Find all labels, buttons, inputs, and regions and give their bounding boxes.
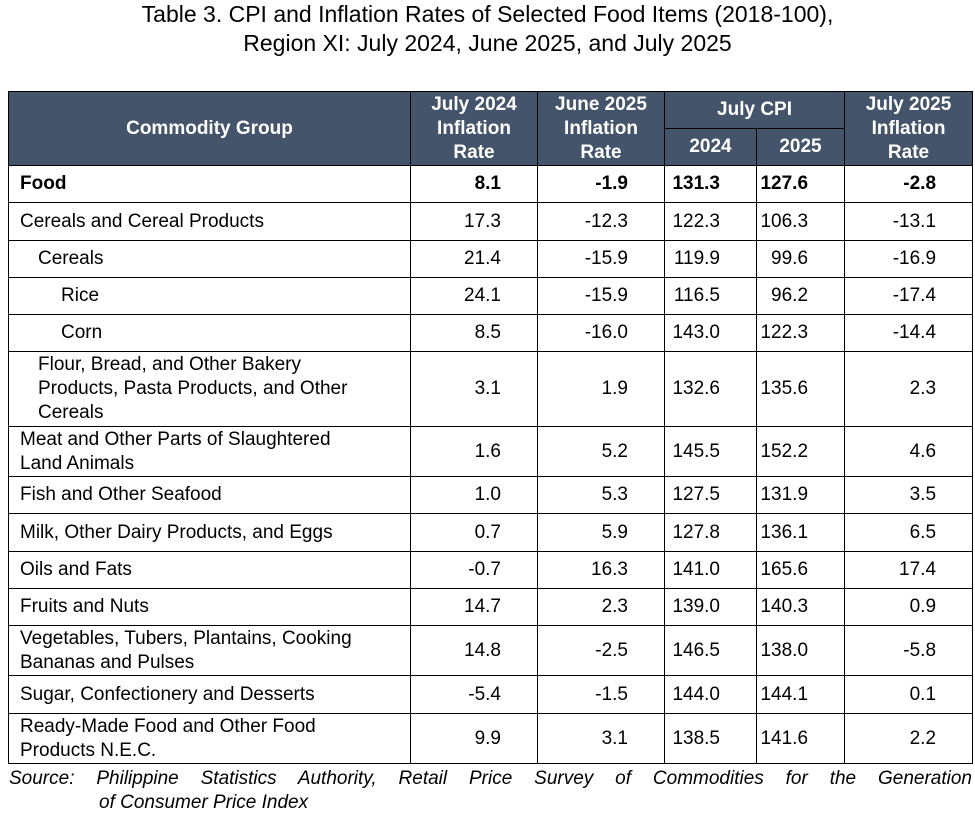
jun-2025-rate-cell: 16.3 xyxy=(538,552,665,589)
cpi-2024-cell: 122.3 xyxy=(665,203,757,241)
header-line: July 2025 xyxy=(865,93,952,115)
table-row xyxy=(9,166,973,203)
cpi-2024-cell: 132.6 xyxy=(665,352,757,427)
commodity-label-line: Bananas and Pulses xyxy=(20,651,195,673)
cpi-2025-cell: 122.3 xyxy=(757,315,845,352)
commodity-label-line: Milk, Other Dairy Products, and Eggs xyxy=(20,521,333,543)
commodity-cell xyxy=(9,203,411,241)
cpi-2024-cell: 119.9 xyxy=(665,241,757,278)
cpi-2024-cell: 141.0 xyxy=(665,552,757,589)
cpi-2024-cell: 145.5 xyxy=(665,427,757,477)
cpi-2025-cell: 140.3 xyxy=(757,589,845,626)
jul-2024-rate-cell: -5.4 xyxy=(411,676,538,714)
jul-2025-rate-cell: -17.4 xyxy=(845,278,973,315)
table-row xyxy=(9,552,973,589)
commodity-cell xyxy=(9,278,411,315)
commodity-cell xyxy=(9,714,411,764)
cpi-2025-cell: 165.6 xyxy=(757,552,845,589)
cpi-2024-cell: 127.5 xyxy=(665,477,757,514)
table-row xyxy=(9,352,973,427)
header-cpi-2025: 2025 xyxy=(757,129,845,166)
commodity-label-line: Cereals xyxy=(38,248,104,269)
jul-2025-rate-cell: -2.8 xyxy=(845,166,973,203)
commodity-cell xyxy=(9,514,411,552)
jul-2024-rate-cell: 21.4 xyxy=(411,241,538,278)
table-row xyxy=(9,589,973,626)
commodity-label-line: Meat and Other Parts of Slaughtered xyxy=(20,428,331,450)
commodity-cell xyxy=(9,626,411,676)
commodity-label-line: Cereals xyxy=(38,402,104,423)
commodity-cell xyxy=(9,241,411,278)
jul-2024-rate-cell: 14.8 xyxy=(411,626,538,676)
jul-2024-rate-cell: 8.1 xyxy=(411,166,538,203)
jul-2025-rate-cell: 17.4 xyxy=(845,552,973,589)
commodity-label-line: Products N.E.C. xyxy=(20,739,157,761)
commodity-label-line: Land Animals xyxy=(20,452,135,474)
table-header xyxy=(9,92,973,166)
jun-2025-rate-cell: -16.0 xyxy=(538,315,665,352)
cpi-2025-cell: 106.3 xyxy=(757,203,845,241)
jul-2024-rate-cell: 9.9 xyxy=(411,714,538,764)
cpi-2025-cell: 141.6 xyxy=(757,714,845,764)
jun-2025-rate-cell: 2.3 xyxy=(538,589,665,626)
jul-2025-rate-cell: 0.1 xyxy=(845,676,973,714)
jul-2024-rate-cell: 14.7 xyxy=(411,589,538,626)
commodity-cell xyxy=(9,352,411,427)
cpi-2025-cell: 138.0 xyxy=(757,626,845,676)
header-june-2025-rate xyxy=(538,92,665,166)
header-july-cpi: July CPI xyxy=(665,92,845,129)
cpi-2025-cell: 127.6 xyxy=(757,166,845,203)
table-row xyxy=(9,315,973,352)
title-line-1: Table 3. CPI and Inflation Rates of Selected Food Items (2018-100), xyxy=(141,1,834,27)
cpi-2024-cell: 146.5 xyxy=(665,626,757,676)
jul-2025-rate-cell: -14.4 xyxy=(845,315,973,352)
header-july-2024-rate xyxy=(411,92,538,166)
cpi-2025-cell: 96.2 xyxy=(757,278,845,315)
source-note xyxy=(9,767,972,815)
commodity-label-line: Flour, Bread, and Other Bakery xyxy=(38,354,301,375)
commodity-cell xyxy=(9,427,411,477)
jun-2025-rate-cell: 5.9 xyxy=(538,514,665,552)
commodity-label-line: Fruits and Nuts xyxy=(20,596,149,617)
jul-2025-rate-cell: -16.9 xyxy=(845,241,973,278)
table-row xyxy=(9,477,973,514)
jul-2024-rate-cell: 0.7 xyxy=(411,514,538,552)
cpi-2025-cell: 144.1 xyxy=(757,676,845,714)
jul-2024-rate-cell: 1.0 xyxy=(411,477,538,514)
table-title xyxy=(0,0,975,58)
header-line: July 2024 xyxy=(431,93,517,115)
jul-2025-rate-cell: -5.8 xyxy=(845,626,973,676)
jun-2025-rate-cell: -2.5 xyxy=(538,626,665,676)
header-line: Rate xyxy=(453,141,495,163)
commodity-cell xyxy=(9,315,411,352)
jun-2025-rate-cell: -15.9 xyxy=(538,278,665,315)
header-cpi-2024: 2024 xyxy=(665,129,757,166)
header-line: Inflation xyxy=(871,117,946,139)
jun-2025-rate-cell: -1.9 xyxy=(538,166,665,203)
commodity-cell xyxy=(9,676,411,714)
cpi-2025-cell: 99.6 xyxy=(757,241,845,278)
jul-2024-rate-cell: 8.5 xyxy=(411,315,538,352)
jun-2025-rate-cell: -15.9 xyxy=(538,241,665,278)
source-line-2: of Consumer Price Index xyxy=(99,792,309,813)
jul-2025-rate-cell: 2.3 xyxy=(845,352,973,427)
jul-2025-rate-cell: 4.6 xyxy=(845,427,973,477)
commodity-label-line: Oils and Fats xyxy=(20,559,132,580)
jul-2024-rate-cell: -0.7 xyxy=(411,552,538,589)
table-row xyxy=(9,514,973,552)
jun-2025-rate-cell: 3.1 xyxy=(538,714,665,764)
table-row xyxy=(9,241,973,278)
commodity-label-line: Food xyxy=(20,173,67,194)
commodity-label-line: Cereals and Cereal Products xyxy=(20,210,264,232)
table-row xyxy=(9,278,973,315)
jul-2025-rate-cell: 6.5 xyxy=(845,514,973,552)
header-line: June 2025 xyxy=(555,93,647,115)
jul-2025-rate-cell: 3.5 xyxy=(845,477,973,514)
jul-2024-rate-cell: 24.1 xyxy=(411,278,538,315)
jul-2024-rate-cell: 17.3 xyxy=(411,203,538,241)
cpi-2025-cell: 135.6 xyxy=(757,352,845,427)
jul-2025-rate-cell: 2.2 xyxy=(845,714,973,764)
cpi-2024-cell: 131.3 xyxy=(665,166,757,203)
jul-2025-rate-cell: 0.9 xyxy=(845,589,973,626)
commodity-cell xyxy=(9,166,411,203)
commodity-label-line: Vegetables, Tubers, Plantains, Cooking xyxy=(20,627,352,649)
jul-2024-rate-cell: 1.6 xyxy=(411,427,538,477)
commodity-cell xyxy=(9,589,411,626)
cpi-2024-cell: 127.8 xyxy=(665,514,757,552)
jul-2025-rate-cell: -13.1 xyxy=(845,203,973,241)
jun-2025-rate-cell: 5.3 xyxy=(538,477,665,514)
jun-2025-rate-cell: -12.3 xyxy=(538,203,665,241)
jul-2024-rate-cell: 3.1 xyxy=(411,352,538,427)
cpi-2024-cell: 144.0 xyxy=(665,676,757,714)
commodity-label-line: Rice xyxy=(61,285,100,306)
title-line-2: Region XI: July 2024, June 2025, and July 2025 xyxy=(243,30,732,56)
table-row xyxy=(9,714,973,764)
commodity-label-line: Fish and Other Seafood xyxy=(20,484,222,505)
table-row xyxy=(9,676,973,714)
cpi-2024-cell: 116.5 xyxy=(665,278,757,315)
cpi-2024-cell: 138.5 xyxy=(665,714,757,764)
header-commodity-group: Commodity Group xyxy=(9,92,411,166)
commodity-label-line: Sugar, Confectionery and Desserts xyxy=(20,683,315,705)
cpi-2025-cell: 152.2 xyxy=(757,427,845,477)
commodity-cell xyxy=(9,552,411,589)
commodity-label-line: Ready-Made Food and Other Food xyxy=(20,715,316,737)
table-row xyxy=(9,626,973,676)
header-line: Inflation xyxy=(437,117,511,139)
header-july-2025-rate xyxy=(845,92,973,166)
header-line: Rate xyxy=(887,141,930,163)
table-row xyxy=(9,203,973,241)
cpi-2024-cell: 143.0 xyxy=(665,315,757,352)
jun-2025-rate-cell: 5.2 xyxy=(538,427,665,477)
commodity-cell xyxy=(9,477,411,514)
commodity-label-line: Corn xyxy=(61,322,103,343)
table-row xyxy=(9,427,973,477)
cpi-2024-cell: 139.0 xyxy=(665,589,757,626)
commodity-label-line: Products, Pasta Products, and Other xyxy=(38,378,348,399)
cpi-2025-cell: 136.1 xyxy=(757,514,845,552)
header-line: Rate xyxy=(580,141,622,163)
source-line-1: Source: Philippine Statistics Authority, Retail Price Survey of Commodities for the Generation xyxy=(9,768,972,789)
jun-2025-rate-cell: -1.5 xyxy=(538,676,665,714)
jun-2025-rate-cell: 1.9 xyxy=(538,352,665,427)
cpi-2025-cell: 131.9 xyxy=(757,477,845,514)
table-body xyxy=(9,166,973,764)
cpi-table xyxy=(8,91,973,764)
header-line: Inflation xyxy=(564,117,638,139)
